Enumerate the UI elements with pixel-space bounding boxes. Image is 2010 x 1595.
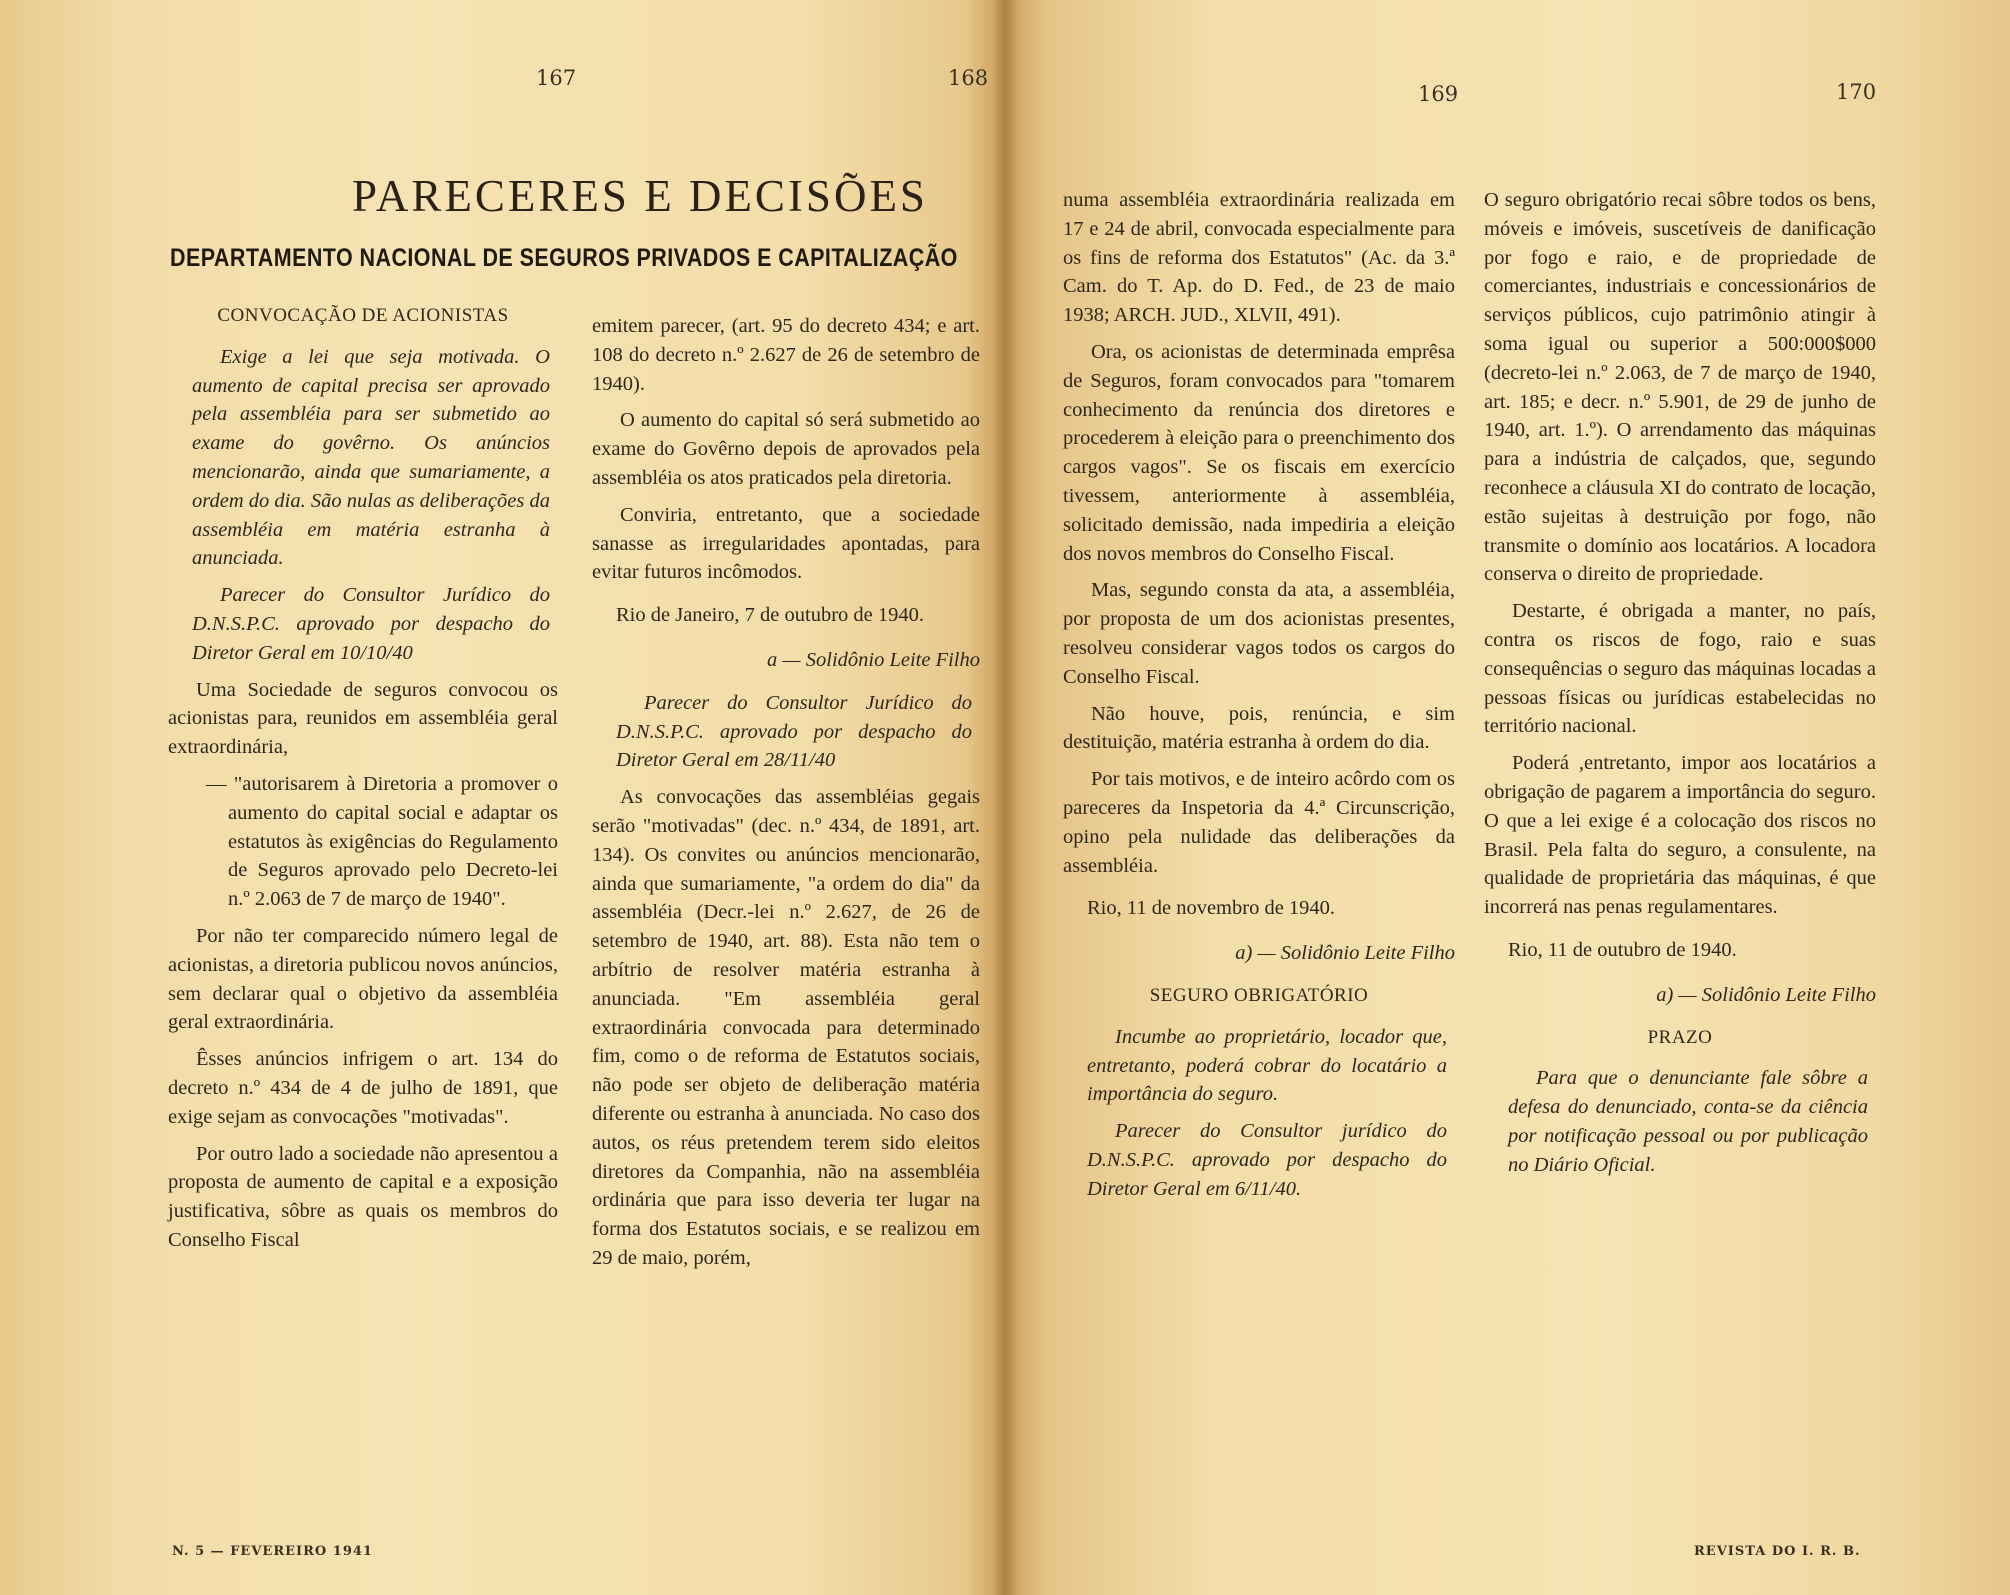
- summary-text: Exige a lei que seja motivada. O aumento de capital precisa ser aprovado pela assembléia para ser submetido ao exame do govêrno. Os anúncios mencionarão, ainda que sumariamente, a ordem do dia. São nulas as deliberações da assembléia em matéria estranha à anunciada.: [192, 345, 550, 570]
- book-gutter: [992, 0, 1018, 1595]
- section-title: PARECERES E DECISÕES: [352, 171, 928, 221]
- date-line: Rio de Janeiro, 7 de outubro de 1940.: [616, 604, 925, 627]
- section-heading-prazo: PRAZO: [1647, 1026, 1713, 1048]
- paragraph: O aumento do capital só será submetido ao exame do Govêrno depois de aprovados pela assembléia os atos praticados pela diretoria.: [592, 409, 980, 489]
- column-1: [168, 302, 558, 1263]
- paragraph: Conviria, entretanto, que a sociedade sanasse as irregularidades apontadas, para evitar futuros incômodos.: [592, 503, 980, 584]
- summary-text: Para que o denunciante fale sôbre a defesa do denunciado, conta-se da ciência por notificação pessoal ou por publicação no Diário Oficial.: [1508, 1067, 1868, 1176]
- section-heading-seguro: SEGURO OBRIGATÓRIO: [1149, 984, 1369, 1006]
- paragraph: Poderá ,entretanto, impor aos locatários a obrigação de pagarem a importância do seguro. O que a lei exige é a colocação dos riscos no Brasil. Pela falta do seguro, a consulente, na qualidade de proprietária das máquinas, é que incorrerá nas penas regulamentares.: [1484, 752, 1876, 919]
- paragraph: numa assembléia extraordinária realizada em 17 e 24 de abril, convocada especialmente para os fins de reforma dos Estatutos" (Ac. da 3.ª Cam. do T. Ap. do D. Fed., de 23 de maio 1938; ARCH. JUD., XLVII, 491).: [1063, 189, 1455, 327]
- department-heading: DEPARTAMENTO NACIONAL DE SEGUROS PRIVADOS E CAPITALIZAÇÃO: [170, 244, 958, 272]
- paragraph: Mas, segundo consta da ata, a assembléia, por proposta de um dos acionistas presentes, resolveu considerar vagos todos os cargos do Conselho Fiscal.: [1063, 579, 1455, 688]
- signature: a — Solidônio Leite Filho: [767, 648, 980, 671]
- parecer-note: Parecer do Consultor jurídico do D.N.S.P.C. aprovado por despacho do Diretor Geral em 6/11/40.: [1087, 1120, 1447, 1200]
- quote-paragraph: — "autorisarem à Diretoria a promover o aumento do capital social e adaptar os estatutos às exigências do Regulamento de Seguros aprovado pelo Decreto-lei n.º 2.063 de 7 de março de 1940".: [206, 772, 558, 911]
- date-line: Rio, 11 de outubro de 1940.: [1508, 938, 1737, 961]
- column-2: [592, 312, 980, 1281]
- paragraph: emitem parecer, (art. 95 do decreto 434; e art. 108 do decreto n.º 2.627 de 26 de setembro de 1940).: [592, 315, 980, 395]
- parecer-note: Parecer do Consultor Jurídico do D.N.S.P.C. aprovado por despacho do Diretor Geral em 28/11/40: [616, 691, 972, 772]
- paragraph: Por tais motivos, e de inteiro acôrdo com os pareceres da Inspetoria da 4.ª Circunscrição, opino pela nulidade das deliberações da assembléia.: [1063, 768, 1455, 877]
- paragraph: Uma Sociedade de seguros convocou os acionistas para, reunidos em assembléia geral extraordinária,: [168, 678, 558, 759]
- column-4: [1484, 186, 1876, 1188]
- footer-journal: REVISTA DO I. R. B.: [1694, 1544, 1861, 1559]
- page-number-167: 167: [536, 66, 577, 90]
- summary-text: Incumbe ao proprietário, locador que, entretanto, poderá cobrar do locatário a importância do seguro.: [1087, 1025, 1447, 1106]
- date-line: Rio, 11 de novembro de 1940.: [1087, 897, 1336, 920]
- paragraph: Ora, os acionistas de determinada emprêsa de Seguros, foram convocados para "tomarem conhecimento da renúncia dos diretores e procederem à eleição para o preenchimento dos cargos vagos". Se os fiscais em exercício tivessem, anteriormente à assembléia, solicitado demissão, nada impediria a eleição dos novos membros do Conselho Fiscal.: [1063, 340, 1455, 565]
- page-number-168: 168: [948, 66, 989, 90]
- paragraph: Não houve, pois, renúncia, e sim destituição, matéria estranha à ordem do dia.: [1063, 702, 1455, 754]
- page-number-169: 169: [1418, 82, 1459, 106]
- paragraph: Destarte, é obrigada a manter, no país, contra os riscos de fogo, raio e suas consequências o seguro das máquinas locadas a pessoas físicas ou jurídicas estabelecidas no território nacional.: [1484, 600, 1876, 738]
- paragraph: Por outro lado a sociedade não apresentou a proposta de aumento de capital e a exposição justificativa, sôbre as quais os membros do Conselho Fiscal: [168, 1142, 558, 1251]
- column-3: [1063, 186, 1455, 1212]
- paragraph: Por não ter comparecido número legal de acionistas, a diretoria publicou novos anúncios, sem declarar qual o objetivo da assembléia geral extraordinária.: [168, 924, 558, 1034]
- paragraph: Êsses anúncios infrigem o art. 134 do decreto n.º 434 de 4 de julho de 1891, que exige sejam as convocações "motivadas".: [168, 1048, 558, 1128]
- signature: a) — Solidônio Leite Filho: [1656, 983, 1876, 1006]
- signature: a) — Solidônio Leite Filho: [1235, 942, 1455, 965]
- paragraph: O seguro obrigatório recai sôbre todos os bens, móveis e imóveis, suscetíveis de danificação por fogo e raio, e de propriedade de comerciantes, industriais e concessionários de serviços públicos, cujo patrimônio atingir à soma igual ou superior a 500:000$000 (decreto-lei n.º 2.063, de 7 de março de 1940, art. 185; e decr. n.º 5.901, de 29 de junho de 1940, art. 1.º). O arrendamento das máquinas para a indústria de calçados, que, segundo reconhece a cláusula XI do contrato de locação, estão sujeitas à destruição por fogo, não transmite o domínio aos locatários. A locadora conserva o direito de propriedade.: [1484, 189, 1876, 586]
- page-number-170: 170: [1836, 80, 1877, 104]
- parecer-note: Parecer do Consultor Jurídico do D.N.S.P.C. aprovado por despacho do Diretor Geral em 10/10/40: [192, 584, 550, 664]
- paragraph: As convocações das assembléias gegais serão "motivadas" (dec. n.º 434, de 1891, art. 134). Os convites ou anúncios mencionarão, ainda que sumariamente, "a ordem do dia" da assembléia (Decr.-lei n.º 2.627, de 26 de setembro de 1940, art. 88). Esta não tem o arbítrio de resolver matéria estranha à anunciada. "Em assembléia geral extraordinária convocada para determinado fim, como o de reforma de Estatutos sociais, não pode ser objeto de deliberação matéria diferente ou estranha à anunciada. No caso dos autos, os réus pretendem terem sido eleitos diretores da Companhia, não na assembléia ordinária que para isso deveria ter lugar na forma dos Estatutos sociais, e se realizou em 29 de maio, porém,: [592, 786, 980, 1269]
- footer-issue: N. 5 — FEVEREIRO 1941: [172, 1544, 373, 1559]
- section-heading-convocacao: CONVOCAÇÃO DE ACIONISTAS: [217, 305, 509, 326]
